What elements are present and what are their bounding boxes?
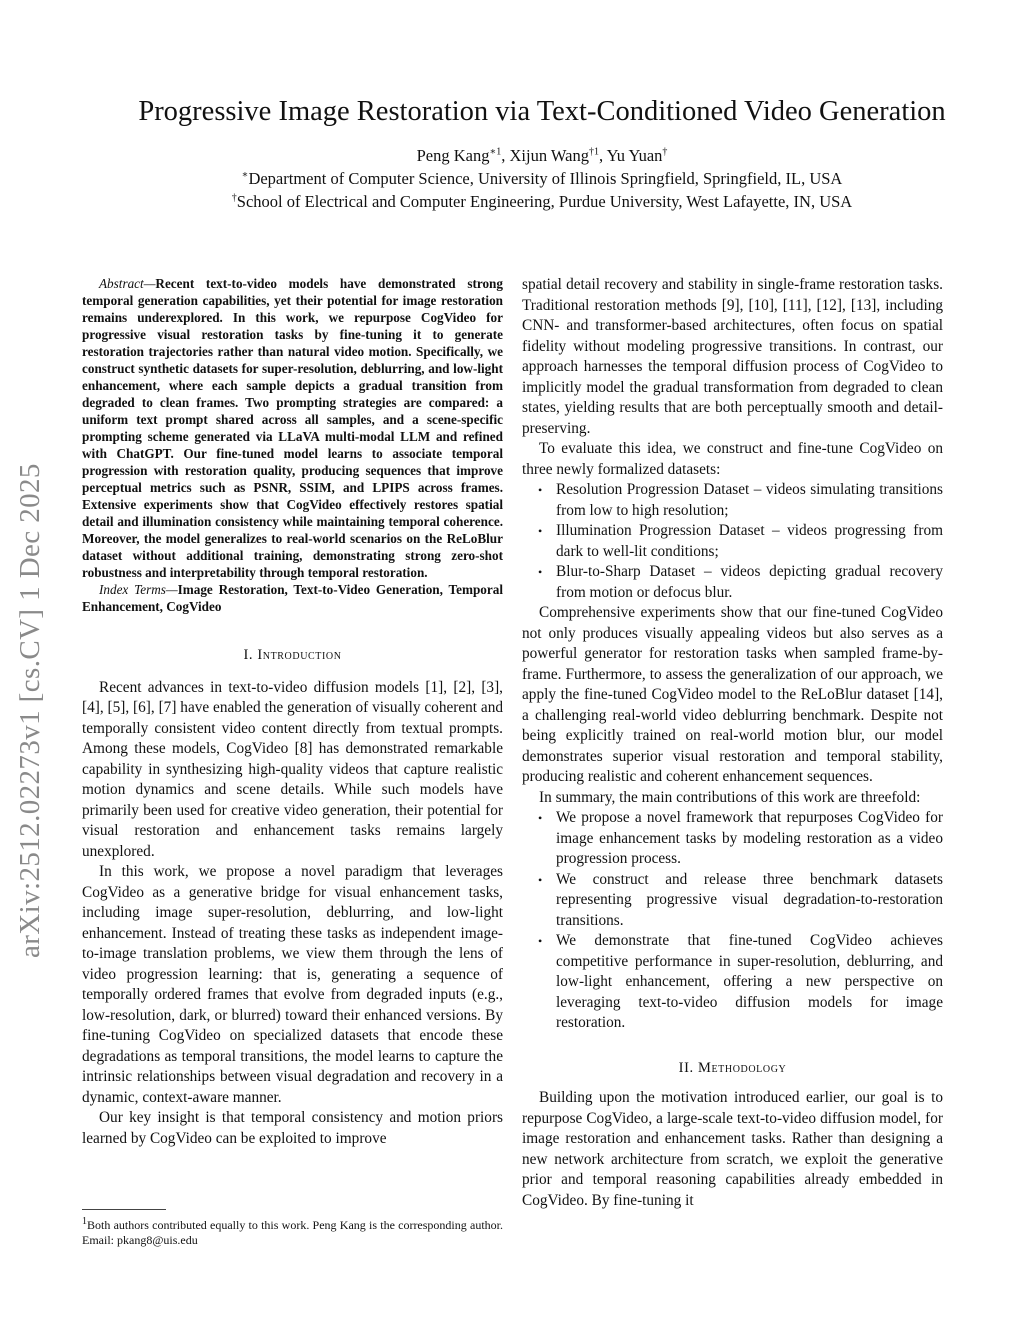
footnote-divider	[82, 1209, 166, 1210]
footnote-mark: 1	[82, 1216, 87, 1227]
author-list: Peng Kang$^{∗1}$, Xijun Wang$^{\dagger 1}$, Yu Yuan†	[416, 146, 668, 165]
affiliation-text: School of Electrical and Computer Engineering, Purdue University, West Lafayette, IN, USA	[236, 192, 853, 211]
paper-title: Progressive Image Restoration via Text-Conditioned Video Generation	[138, 96, 946, 127]
affiliation-mark: †	[231, 192, 237, 204]
paragraph: To evaluate this idea, we construct and fine-tune CogVideo on three newly formalized datasets:	[522, 440, 943, 478]
list-item	[538, 931, 943, 1034]
affiliation-mark: ∗	[241, 169, 249, 181]
author-mark: †	[662, 146, 668, 158]
list-item-text: Illumination Progression Dataset – videos progressing from dark to well-lit conditions;	[556, 522, 943, 560]
list-item-text: We demonstrate that fine-tuned CogVideo achieves competitive performance in super-resolution, deblurring, and low-light enhancement, offering a new perspective on leveraging text-to-video diffusion models for image restoration.	[556, 932, 943, 1031]
list-item	[538, 808, 943, 870]
bullet-icon: •	[538, 565, 543, 579]
paragraph: Comprehensive experiments show that our fine-tuned CogVideo not only produces visually appealing videos but also serves as a powerful generator for restoration tasks when sampled frame-by-frame. Furthermore, to assess the generalization of our approach, we apply the fine-tuned CogVideo model to the ReLoBlur dataset [14], a challenging real-world video deblurring benchmark. Despite not being explicitly trained on real-world motion blur, our model demonstrates superior visual restoration and temporal stability, producing realistic and coherent enhancement sequences.	[522, 604, 943, 785]
index-terms-text: Image Restoration, Text-to-Video Generation, Temporal Enhancement, CogVideo	[82, 582, 503, 614]
bullet-icon: •	[538, 934, 543, 948]
footnote	[82, 1218, 503, 1248]
list-item	[538, 870, 943, 932]
bullet-icon: •	[538, 483, 543, 497]
section-heading-methodology: II. Methodology	[678, 1059, 787, 1076]
paragraph: spatial detail recovery and stability in single-frame restoration tasks. Traditional restoration methods [9], [10], [11], [12], [13], including CNN- and transformer-based architectures, often focus on spatial fidelity without modeling progressive transitions. In contrast, our approach harnesses the temporal diffusion process of CogVideo to implicitly model the gradual transformation from degraded to clean states, yielding results that are both perceptually smooth and detail-preserving.	[522, 276, 943, 437]
author-name: Xijun Wang	[509, 146, 589, 165]
abstract	[82, 275, 503, 581]
section-heading-introduction: I. Introduction	[243, 647, 342, 663]
index-terms-label: Index Terms—	[99, 582, 178, 597]
list-item	[538, 521, 943, 562]
bullet-icon: •	[538, 524, 543, 538]
dataset-list	[522, 480, 943, 603]
paragraph: Building upon the motivation introduced earlier, our goal is to repurpose CogVideo, a large-scale text-to-video diffusion model, for image restoration and enhancement tasks. Rather than designing a new network architecture from scratch, we exploit the generative prior and temporal reasoning capabilities already embedded in CogVideo. By fine-tuning it	[522, 1089, 943, 1209]
list-item-text: We propose a novel framework that repurposes CogVideo for image enhancement tasks by modeling restoration as a video progression process.	[556, 809, 943, 867]
footnote-text: Both authors contributed equally to this work. Peng Kang is the corresponding author. Email: pkang8@uis.edu	[82, 1218, 503, 1247]
author-name: Peng Kang	[416, 146, 490, 165]
index-terms	[82, 581, 503, 615]
right-column	[522, 275, 943, 1211]
paragraph: In summary, the main contributions of this work are threefold:	[539, 788, 921, 806]
bullet-icon: •	[538, 811, 543, 825]
paragraph: Recent advances in text-to-video diffusion models [1], [2], [3], [4], [5], [6], [7] have enabled the generation of visually coherent and temporally consistent video content directly from textual prompts. Among these models, CogVideo [8] has demonstrated remarkable capability in synthesizing high-quality videos that capture realistic motion dynamics and scene details. While such models have primarily been used for creative video generation, their potential for visual restoration and enhancement tasks remains largely unexplored.	[82, 678, 503, 860]
list-item-text: Blur-to-Sharp Dataset – videos depicting gradual recovery from motion or defocus blur.	[556, 563, 943, 601]
contributions-list	[522, 808, 943, 1034]
list-item-text: We construct and release three benchmark datasets representing progressive visual degradation-to-restoration transitions.	[556, 870, 943, 929]
list-item	[538, 480, 943, 521]
affiliation-2	[60, 191, 1024, 212]
list-item-text: Resolution Progression Dataset – videos simulating transitions from low to high resolution;	[556, 481, 943, 519]
affiliation-1	[60, 168, 1024, 189]
abstract-label: Abstract—	[99, 276, 156, 291]
arxiv-identifier: arXiv:2512.02273v1 [cs.CV] 1 Dec 2025	[14, 463, 46, 958]
bullet-icon: •	[538, 872, 543, 887]
paragraph: In this work, we propose a novel paradigm that leverages CogVideo as a generative bridge for visual enhancement tasks, including image super-resolution, deblurring, and low-light enhancement. Instead of treating these tasks as independent image-to-image translation problems, we view them through the lens of video progression learning: that is, generating a sequence of temporally ordered frames that evolve from degraded inputs (e.g., low-resolution, dark, or blurred) toward their enhanced versions. By fine-tuning CogVideo on specialized datasets that encode these degradations as temporal transitions, the model learns to capture the intrinsic relationships between visual degradation and recovery in a dynamic, context-aware manner.	[82, 863, 503, 1106]
left-column	[82, 275, 503, 1149]
affiliation-text: Department of Computer Science, University of Illinois Springfield, Springfield, IL, USA	[248, 169, 843, 188]
paragraph: Our key insight is that temporal consistency and motion priors learned by CogVideo can be exploited to improve	[82, 1109, 503, 1147]
list-item	[538, 562, 943, 603]
abstract-text: Recent text-to-video models have demonstrated strong temporal generation capabilities, yet their potential for image restoration remains underexplored. In this work, we repurpose CogVideo for progressive visual restoration tasks by fine-tuning it to generate restoration trajectories rather than natural video motion. Specifically, we construct synthetic datasets for super-resolution, deblurring, and low-light enhancement, where each sample depicts a gradual transition from degraded to clean frames. Two prompting strategies are compared: a uniform text prompt shared across all samples, and a scene-specific prompting scheme generated via LLaVA multi-modal LLM and refined with ChatGPT. Our fine-tuned model learns to associate temporal progression with restoration quality, producing sequences that improve perceptual metrics such as PSNR, SSIM, and LPIPS across frames. Extensive experiments show that CogVideo effectively restores spatial detail and illumination consistency while maintaining temporal coherence. Moreover, the model generalizes to real-world scenarios on the ReLoBlur dataset without additional training, demonstrating strong zero-shot robustness and interpretability through temporal restoration.	[82, 276, 503, 580]
author-name: Yu Yuan	[606, 146, 663, 165]
author-mark: ∗1	[489, 146, 502, 158]
author-mark: †1	[589, 146, 599, 158]
